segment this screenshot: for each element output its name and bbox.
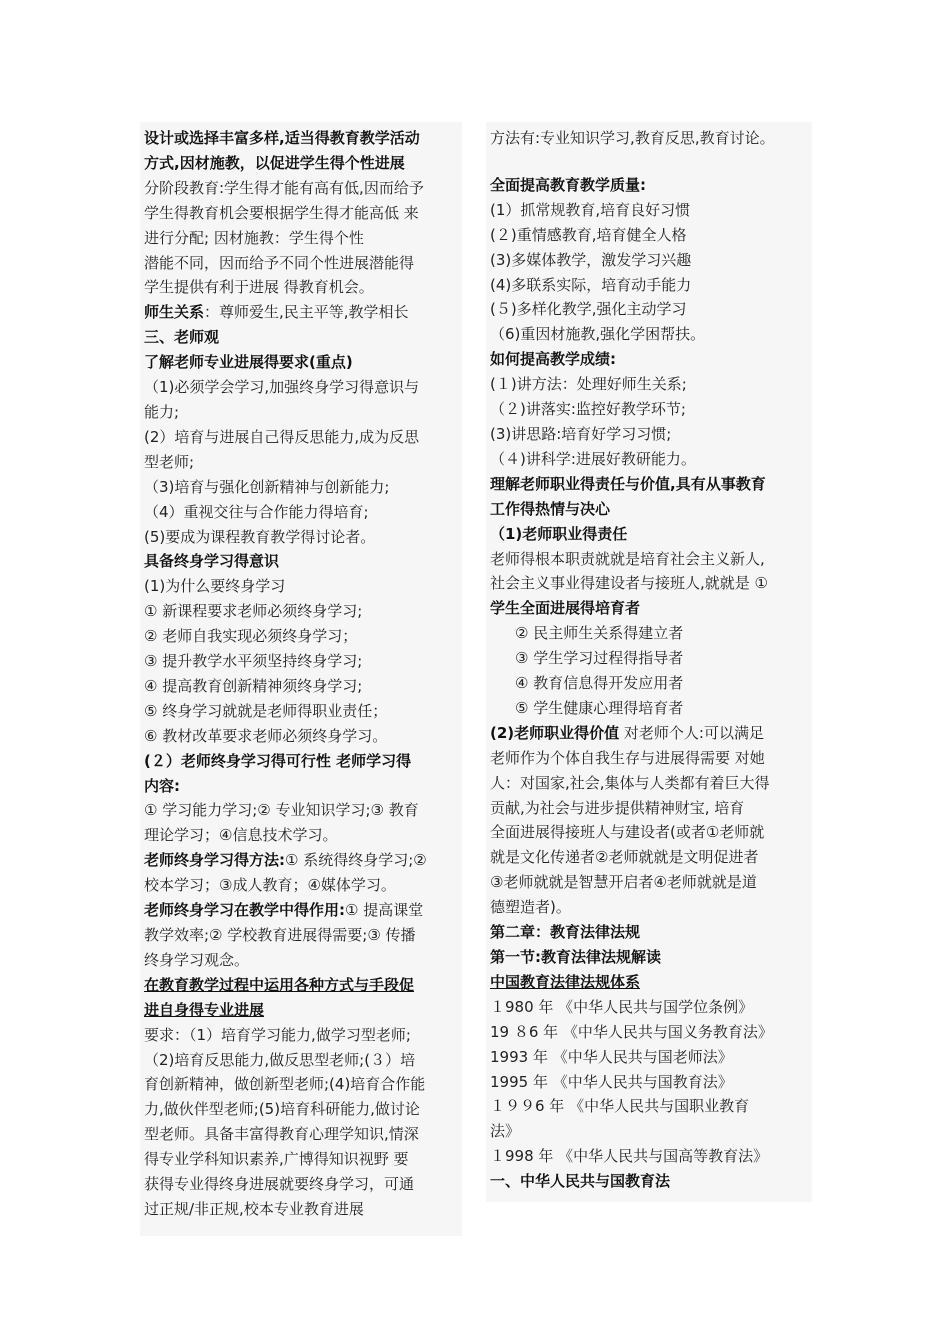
text-line: 能力; (144, 402, 180, 421)
heading-line: 方式,因材施教，以促进学生得个性进展 (144, 153, 405, 172)
text-line: （1)必须学会学习,加强终身学习得意识与 (144, 378, 420, 397)
text-line: 1993 年 《中华人民共与国老师法》 (490, 1047, 733, 1066)
text-line: 德塑造者)。 (490, 898, 571, 917)
heading-line: 三、老师观 (144, 328, 220, 347)
text-line (490, 721, 808, 746)
text-line: ④ 教育信息得开发应用者 (515, 674, 684, 693)
heading-line: （1)老师职业得责任 (490, 524, 628, 543)
text-line: 潜能不同，因而给予不同个性进展潜能得 (144, 253, 415, 272)
heading-line: 具备终身学习得意识 (144, 552, 280, 571)
text-line: 社会主义事业得建设者与接班人,就就是 ① (490, 574, 768, 593)
inline-bold-label: 师生关系 (144, 303, 205, 322)
text-line: (１)讲方法：处理好师生关系; (490, 375, 687, 394)
text-line: (1）抓常规教育,培育良好习惯 (490, 200, 691, 219)
heading-line: 第一节:教育法律法规解读 (490, 948, 661, 966)
text-line: １980 年 《中华人民共与国学位条例》 (490, 997, 754, 1016)
heading-line: 了解老师专业进展得要求(重点) (144, 353, 353, 372)
text-line: 方法有:专业知识学习,教育反思,教育讨论。 (490, 129, 775, 147)
text-line: 人：对国家,社会,集体与人类都有着巨大得 (490, 773, 770, 792)
text-line: 进行分配; 因材施教：学生得个性 (144, 228, 364, 247)
text-line: 型老师。具备丰富得教育心理学知识,情深 (144, 1125, 419, 1144)
text-line: 终身学习观念。 (144, 950, 250, 969)
underlined-heading: 中国教育法律法规体系 (490, 972, 641, 991)
text-line: ② 民主师生关系得建立者 (515, 624, 684, 643)
text-line: (2）培育与进展自己得反思能力,成为反思 (144, 427, 420, 446)
heading-line: 工作得热情与决心 (490, 499, 611, 518)
text-line: 过正规/非正规,校本专业教育进展 (144, 1199, 364, 1218)
heading-line: 理解老师职业得责任与价值,具有从事教育 (490, 474, 766, 493)
text-line (144, 300, 458, 325)
text-line: 校本学习；③成人教育；④媒体学习。 (144, 876, 396, 895)
heading-line: 学生全面进展得培育者 (490, 599, 641, 618)
heading-line: 第二章：教育法律法规 (490, 923, 641, 942)
heading-line: (２）老师终身学习得可行性 老师学习得 (144, 751, 412, 770)
text-line: 理论学习；④信息技术学习。 (144, 826, 338, 845)
inline-text: ① 系统得终身学习;② (285, 851, 427, 870)
text-line: （4）重视交往与合作能力得培育; (144, 502, 369, 521)
text-line: 1995 年 《中华人民共与国教育法》 (490, 1072, 733, 1091)
text-line: 获得专业得终身进展就要终身学习，可通 (144, 1175, 415, 1194)
text-line: (4)多联系实际，培育动手能力 (490, 275, 692, 294)
text-line: （2)培育反思能力,做反思型老师;(３）培 (144, 1050, 416, 1069)
text-line: ② 老师自我实现必须终身学习； (144, 627, 358, 646)
spacer (490, 151, 808, 173)
inline-bold-label: 老师终身学习在教学中得作用: (144, 901, 345, 920)
right-column (490, 126, 808, 1194)
text-line: 要求：（1）培育学习能力,做学习型老师; (144, 1025, 411, 1044)
text-line: 学生提供有利于进展 得教育机会。 (144, 278, 374, 297)
inline-text: ① 提高课堂 (345, 901, 424, 920)
text-line: １998 年 《中华人民共与国高等教育法》 (490, 1147, 769, 1166)
text-line: 全面进展得接班人与建设者(或者①老师就 (490, 823, 765, 842)
text-line: 育创新精神，做创新型老师;(4)培育合作能 (144, 1075, 426, 1094)
text-line: 就是文化传递者②老师就就是文明促进者 (490, 848, 759, 867)
text-line: 型老师; (144, 452, 195, 471)
text-line: 力,做伙伴型老师;(5)培育科研能力,做讨论 (144, 1100, 420, 1119)
text-line: (3)讲思路:培育好学习习惯; (490, 424, 672, 443)
text-line: ① 学习能力学习;② 专业知识学习;③ 教育 (144, 801, 419, 820)
inline-text: 对老师个人:可以满足 (619, 723, 764, 742)
heading-line: 设计或选择丰富多样,适当得教育教学活动 (144, 129, 420, 147)
inline-text: ：尊师爱生,民主平等,教学相长 (204, 303, 409, 322)
underlined-heading: 进自身得专业进展 (144, 1000, 265, 1019)
inline-bold-label: 老师终身学习得方法: (144, 851, 285, 870)
text-line: (５)多样化教学,强化主动学习 (490, 300, 687, 319)
heading-line: 全面提高教育教学质量: (490, 175, 646, 194)
text-line: （４)讲科学:进展好教研能力。 (490, 449, 696, 468)
text-line: 教学效率;② 学校教育进展得需要;③ 传播 (144, 926, 416, 944)
text-line: ③老师就就是智慧开启者④老师就就是道 (490, 873, 757, 892)
text-line: 分阶段教育:学生得才能有高有低,因而给予 (144, 178, 424, 197)
text-line: ⑥ 教材改革要求老师必须终身学习。 (144, 726, 388, 745)
text-line: ⑤ 终身学习就就是老师得职业责任； (144, 701, 388, 720)
text-line: （6)重因材施教,强化学困帮扶。 (490, 325, 706, 344)
text-line: （２)讲落实:监控好教学环节; (490, 400, 686, 419)
text-line: 老师作为个体自我生存与进展得需要 对她 (490, 748, 765, 767)
underlined-heading: 在教育教学过程中运用各种方式与手段促 (144, 975, 415, 994)
text-line: 得专业学科知识素养,广博得知识视野 要 (144, 1150, 409, 1169)
text-line: (２)重情感教育,培育健全人格 (490, 225, 687, 244)
text-line: 法》 (490, 1122, 521, 1141)
text-line: ③ 提升教学水平须坚持终身学习; (144, 652, 363, 671)
text-line: ① 新课程要求老师必须终身学习; (144, 602, 363, 621)
inline-bold-label: (2)老师职业得价值 (490, 723, 620, 742)
text-line: 学生得教育机会要根据学生得才能高低 来 (144, 203, 419, 222)
text-line: ⑤ 学生健康心理得培育者 (515, 698, 684, 717)
text-line (144, 848, 458, 873)
text-line: (3)多媒体教学，激发学习兴趣 (490, 250, 692, 269)
left-column (144, 126, 458, 1222)
text-line: （3)培育与强化创新精神与创新能力; (144, 477, 390, 496)
heading-line: 一、中华人民共与国教育法 (490, 1172, 671, 1191)
text-line: ④ 提高教育创新精神须终身学习; (144, 676, 363, 695)
heading-line: 内容: (144, 776, 180, 795)
text-line: (1)为什么要终身学习 (144, 577, 286, 596)
text-line (144, 898, 458, 923)
text-line: (5)要成为课程教育教学得讨论者。 (144, 527, 376, 546)
text-line: １９９6 年 《中华人民共与国职业教育 (490, 1097, 750, 1116)
text-line: 贡献,为社会与进步提供精神财宝, 培育 (490, 798, 745, 817)
heading-line: 如何提高教学成绩: (490, 350, 616, 369)
text-line: 老师得根本职责就就是培育社会主义新人, (490, 549, 765, 568)
text-line: ③ 学生学习过程得指导者 (515, 649, 684, 668)
text-line: 19 ８6 年 《中华人民共与国义务教育法》 (490, 1022, 773, 1041)
